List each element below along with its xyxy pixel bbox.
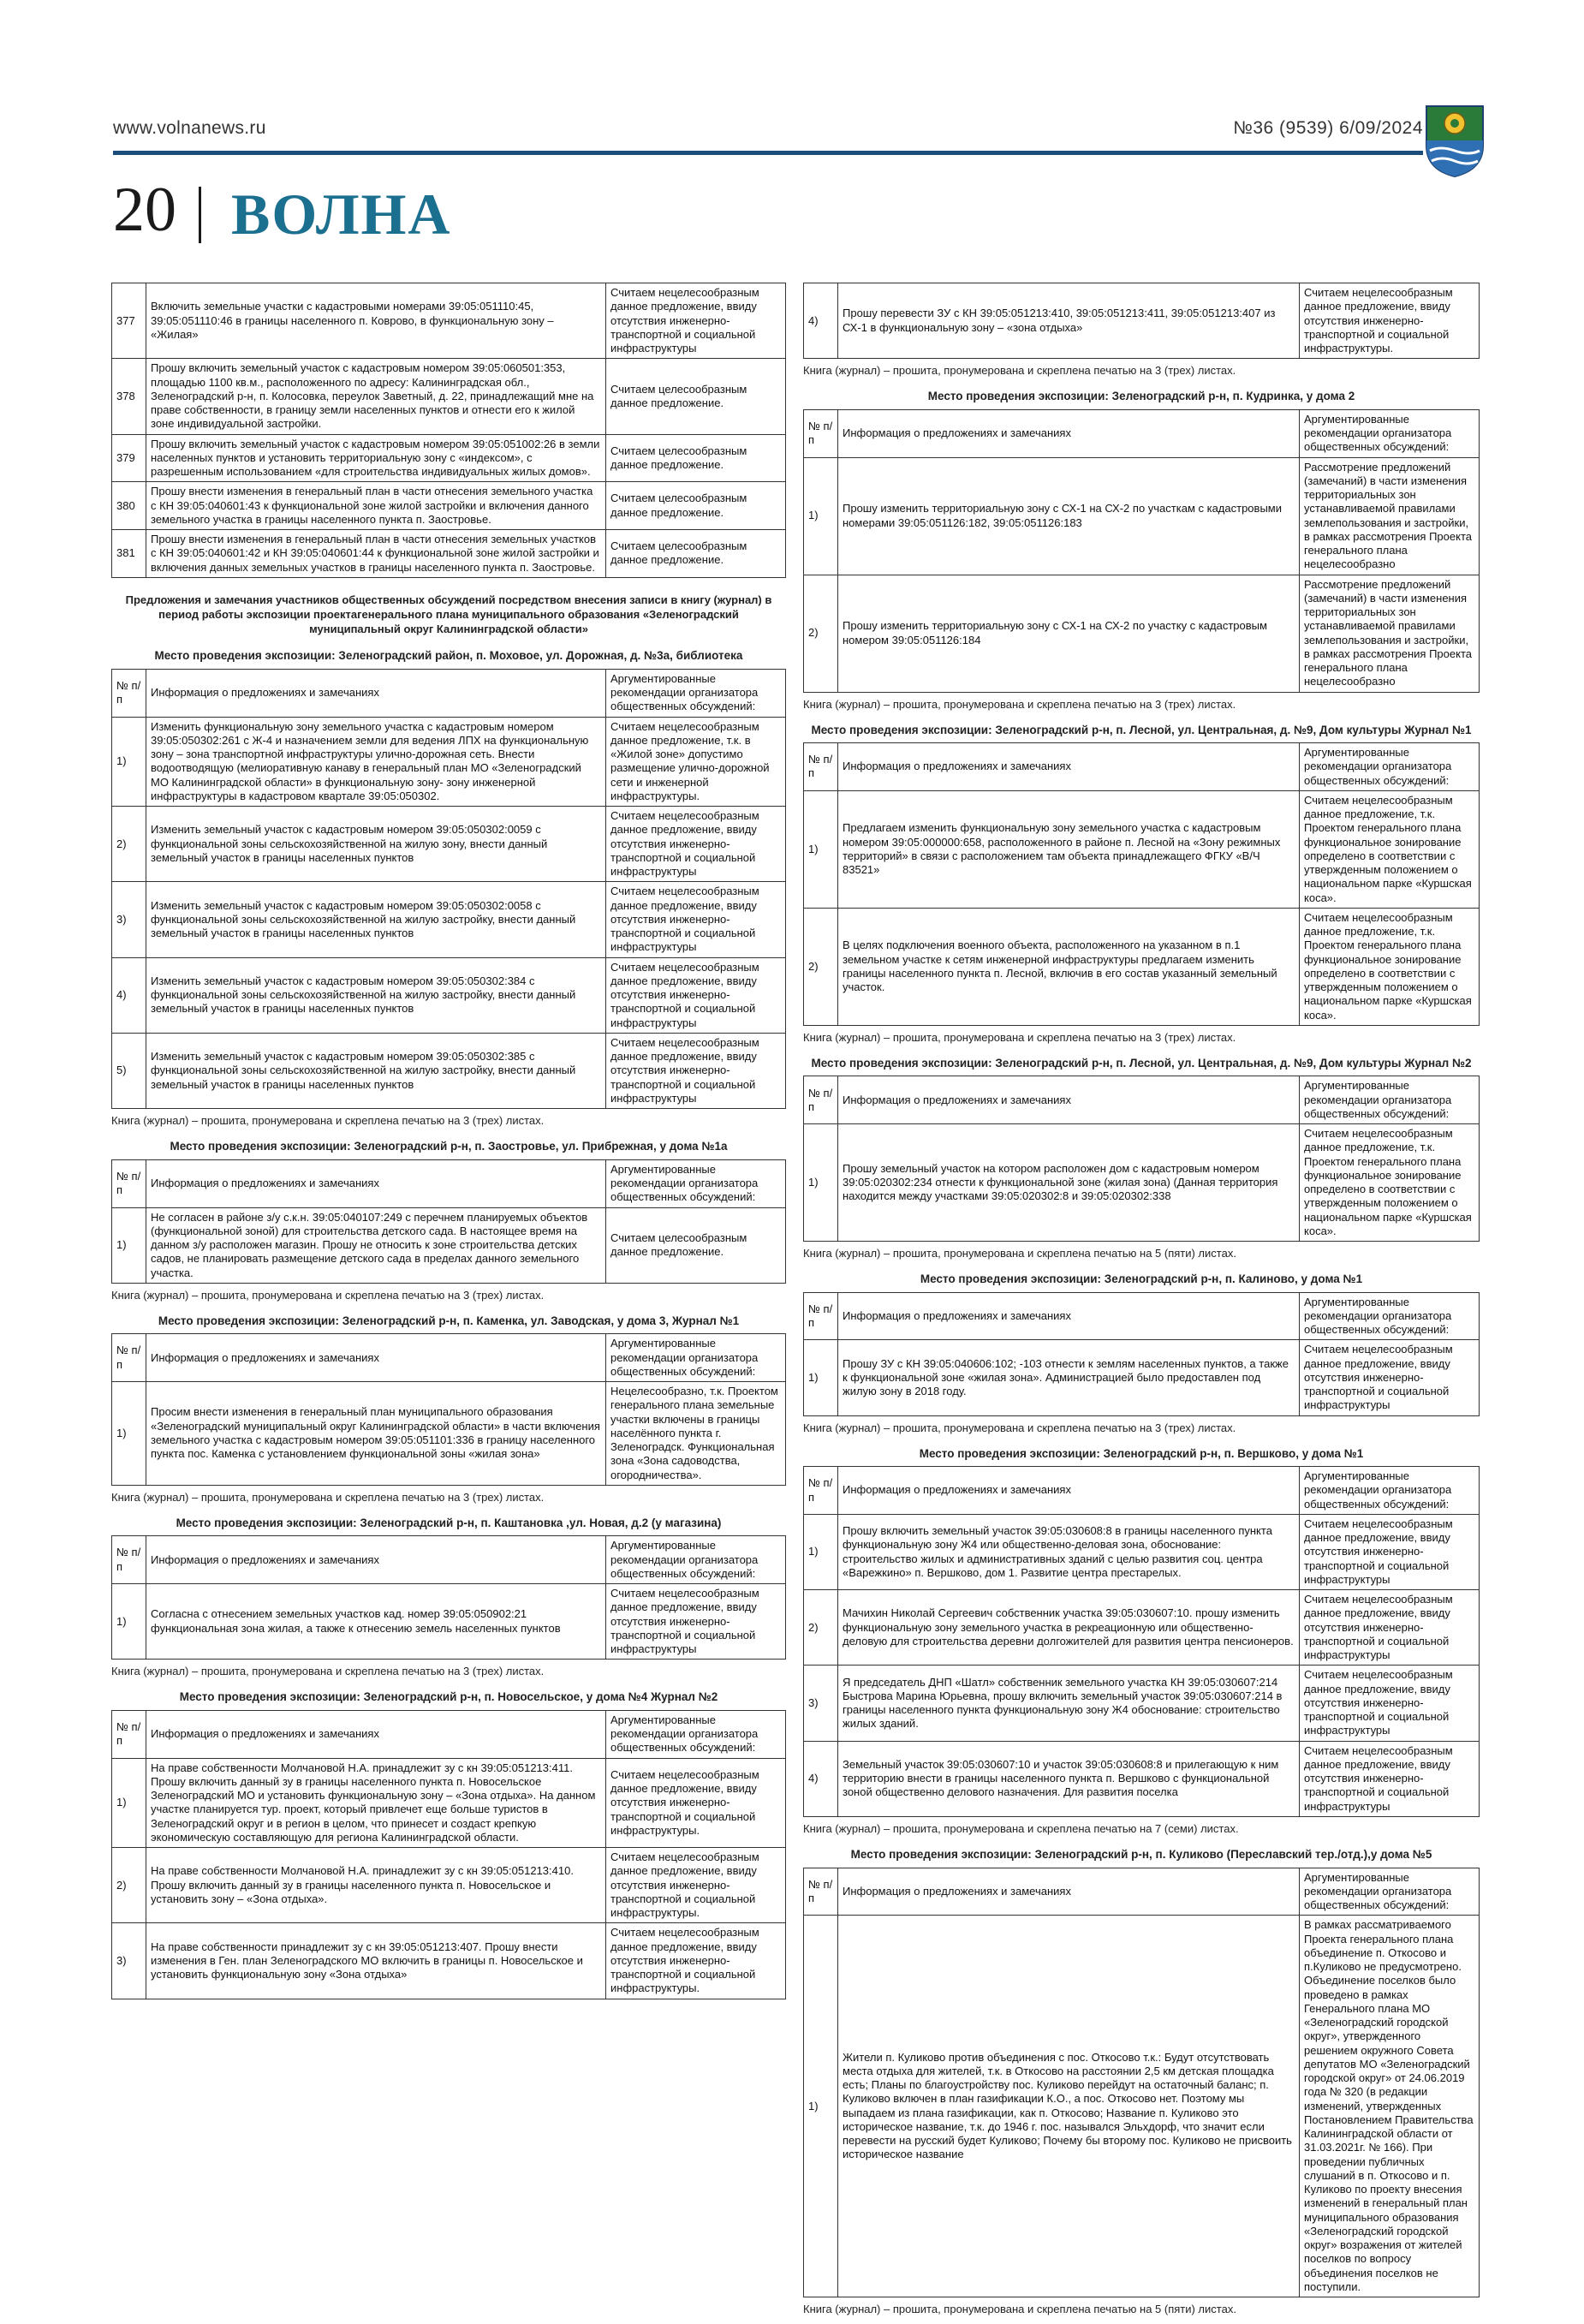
proposals-table <box>803 1466 1480 1817</box>
venue-title: Место проведения экспозиции: Зеленоградский р-н, п. Кудринка, у дома 2 <box>927 390 1355 403</box>
col-rec-header: Аргументированные рекомендации организатора общественных обсуждений: <box>606 1710 786 1758</box>
row-recommendation: Считаем нецелесообразным данное предложение, ввиду отсутствия инженерно-транспортной и социальной инфраструктуры. <box>1300 283 1480 359</box>
venue-title: Место проведения экспозиции: Зеленоградский р-н, п. Каштановка ,ул. Новая, д.2 (у магазина) <box>176 1516 722 1529</box>
table-row <box>804 908 1480 1025</box>
table-row <box>804 1340 1480 1415</box>
col-rec-header: Аргументированные рекомендации организатора общественных обсуждений: <box>606 1536 786 1584</box>
issue-info: №36 (9539) 6/09/2024 <box>1233 118 1423 138</box>
row-number: 1) <box>112 1382 146 1486</box>
col-number-header: № п/п <box>804 743 838 791</box>
row-number: 4) <box>112 957 146 1033</box>
table-row <box>112 1382 786 1486</box>
book-note: Книга (журнал) – прошита, пронумерована и скреплена печатью на 3 (трех) листах. <box>803 1030 1236 1044</box>
row-recommendation: Считаем целесообразным данное предложение. <box>606 434 786 482</box>
book-note: Книга (журнал) – прошита, пронумерована и скреплена печатью на 3 (трех) листах. <box>111 1490 545 1504</box>
site-url[interactable]: www.volnanews.ru <box>113 118 266 138</box>
book-note: Книга (журнал) – прошита, пронумерована и скреплена печатью на 3 (трех) листах. <box>803 1421 1236 1434</box>
book-note: Книга (журнал) – прошита, пронумерована и скреплена печатью на 3 (трех) листах. <box>111 1114 545 1128</box>
col-rec-header: Аргументированные рекомендации организатора общественных обсуждений: <box>606 1159 786 1207</box>
masthead-divider <box>199 187 201 243</box>
row-number: 1) <box>112 717 146 807</box>
table-row <box>112 882 786 957</box>
book-note: Книга (журнал) – прошита, пронумерована и скреплена печатью на 3 (трех) листах. <box>111 1288 545 1302</box>
row-number: 2) <box>804 908 838 1025</box>
row-recommendation: Считаем нецелесообразным данное предложение, ввиду отсутствия инженерно-транспортной и социальной инфраструктуры <box>1300 1666 1480 1741</box>
row-info: Прошу включить земельный участок с кадастровым номером 39:05:060501:353, площадью 1100 кв.м., расположенного по адресу: Калининградская обл., Зеленоградский р-н, п. Колосовка, переулок Заветный, д. 22, принадлежащий мне на праве собственности, в границу земли населенных пунктов и отнести его к жилой зоне индивидуальной застройки. <box>146 359 606 434</box>
top-bar <box>113 118 1423 140</box>
col-number-header: № п/п <box>112 1334 146 1382</box>
row-info: Согласна с отнесением земельных участков кад. номер 39:05:050902:21 функциональная зона жилая, а также к отнесению земель населенных пунктов <box>146 1584 606 1660</box>
row-recommendation: Нецелесообразно, т.к. Проектом генерального плана земельные участки включены в границы населённого пункта г. Зеленоградск. Функциональная зона «Зона садоводства, огородничества». <box>606 1382 786 1486</box>
row-recommendation: Считаем нецелесообразным данное предложение, ввиду отсутствия инженерно-транспортной и социальной инфраструктуры. <box>606 1848 786 1923</box>
row-info: Изменить земельный участок с кадастровым номером 39:05:050302:385 с функциональной зоны сельскохозяйственной на жилую застройку, внести данный земельный участок в границы населенных пунктов <box>146 1033 606 1108</box>
row-info: Изменить земельный участок с кадастровым номером 39:05:050302:0059 с функциональной зоны сельскохозяйственной на жилую зону, внести данный земельный участок в границы населенных пунктов <box>146 807 606 882</box>
row-number: 2) <box>804 1590 838 1666</box>
col-number-header: № п/п <box>112 669 146 717</box>
table-row <box>804 1916 1480 2297</box>
row-info: Я председатель ДНП «Шатл» собственник земельного участка КН 39:05:030607:214 Быстрова Марина Юрьевна, прошу включить земельный участок 39:05:030607:214 в границы населенного пункта функциональную зону Ж4 обоснование: строительство жилых зданий. <box>838 1666 1300 1741</box>
table-row <box>112 359 786 434</box>
col-info-header: Информация о предложениях и замечаниях <box>838 1868 1300 1916</box>
row-recommendation: Считаем нецелесообразным данное предложение, ввиду отсутствия инженерно-транспортной и социальной инфраструктуры <box>1300 1514 1480 1589</box>
book-note: Книга (журнал) – прошита, пронумерована и скреплена печатью на 7 (семи) листах. <box>803 1821 1239 1835</box>
venue-title: Место проведения экспозиции: Зеленоградский р-н, п. Каменка, ул. Заводская, у дома 3, Журнал №1 <box>158 1314 740 1327</box>
col-number-header: № п/п <box>804 1868 838 1916</box>
table-header <box>112 669 786 717</box>
table-row <box>112 1207 786 1283</box>
proposals-table <box>803 742 1480 1026</box>
col-info-header: Информация о предложениях и замечаниях <box>838 743 1300 791</box>
row-recommendation: Считаем нецелесообразным данное предложение, ввиду отсутствия инженерно-транспортной и социальной инфраструктуры <box>1300 1590 1480 1666</box>
coat-of-arms-icon <box>1423 103 1486 178</box>
row-info: Прошу включить земельный участок 39:05:030608:8 в границы населенного пункта функциональную зону Ж4 или общественно-деловая зона, обоснование: строительство жилых и административных зданий с целью развития соц. центра «Варежкино» п. Вершково, дом 1. Развитие центра престарелых. <box>838 1514 1300 1589</box>
col-rec-header: Аргументированные рекомендации организатора общественных обсуждений: <box>1300 1868 1480 1916</box>
book-note: Книга (журнал) – прошита, пронумерована и скреплена печатью на 5 (пяти) листах. <box>803 1247 1236 1260</box>
book-note: Книга (журнал) – прошита, пронумерована и скреплена печатью на 3 (трех) листах. <box>803 364 1236 378</box>
table-header <box>112 1334 786 1382</box>
col-rec-header: Аргументированные рекомендации организатора общественных обсуждений: <box>1300 1292 1480 1340</box>
col-rec-header: Аргументированные рекомендации организатора общественных обсуждений: <box>1300 743 1480 791</box>
left-column <box>111 283 786 1999</box>
row-recommendation: Считаем нецелесообразным данное предложение, ввиду отсутствия инженерно-транспортной и социальной инфраструктуры <box>606 1033 786 1108</box>
col-info-header: Информация о предложениях и замечаниях <box>838 409 1300 457</box>
row-recommendation: Считаем нецелесообразным данное предложение, ввиду отсутствия инженерно-транспортной и социальной инфраструктуры <box>606 807 786 882</box>
col-number-header: № п/п <box>804 1292 838 1340</box>
row-recommendation: Считаем нецелесообразным данное предложение, ввиду отсутствия инженерно-транспортной и социальной инфраструктуры <box>606 283 786 359</box>
right-column <box>803 283 1480 2324</box>
right-sections <box>803 389 1480 2315</box>
col-info-header: Информация о предложениях и замечаниях <box>146 1334 606 1382</box>
col-rec-header: Аргументированные рекомендации организатора общественных обсуждений: <box>606 1334 786 1382</box>
row-number: 1) <box>804 790 838 908</box>
table-row <box>112 434 786 482</box>
row-recommendation: Считаем нецелесообразным данное предложение, т.к. в «Жилой зоне» допустимо размещение улично-дорожной сети и инженерной инфраструктуры. <box>606 717 786 807</box>
row-info: Прошу земельный участок на котором расположен дом с кадастровым номером 39:05:020302:234 отнести к функциональной зоне (жилая зона) (Данная территория находится между участками 39:05:020302:8 и 39:05:020302:338 <box>838 1124 1300 1242</box>
row-number: 4) <box>804 1741 838 1816</box>
row-recommendation: Считаем нецелесообразным данное предложение, ввиду отсутствия инженерно-транспортной и социальной инфраструктуры <box>1300 1741 1480 1816</box>
table-header <box>112 1710 786 1758</box>
row-recommendation: Считаем нецелесообразным данное предложение, т.к. Проектом генерального плана функциональное зонирование определено в соответствии с утвержденным положением о национальном парке «Куршская коса». <box>1300 790 1480 908</box>
proposals-table-novoselskoe-continued <box>803 283 1480 359</box>
row-info: Изменить функциональную зону земельного участка с кадастровым номером 39:05:050302:261 с Ж-4 и назначением земли для ведения ЛПХ на функциональную зону – зона транспортной инфраструктуры улично-дорожная сеть. Внести водоотводящую (мелиоративную канаву в генеральный план МО «Зеленоградский МО Калининградской области» в функциональную зону- зону инженерной инфраструктуры в кадастровом квартале 39:05:050302. <box>146 717 606 807</box>
venue-title: Место проведения экспозиции: Зеленоградский р-н, п. Вершково, у дома №1 <box>919 1446 1364 1460</box>
venue-title: Место проведения экспозиции: Зеленоградский р-н, п. Заостровье, ул. Прибрежная, у дома №1а <box>170 1140 728 1153</box>
row-number: 1) <box>112 1758 146 1848</box>
table-row <box>804 1124 1480 1242</box>
row-number: 2) <box>804 575 838 692</box>
row-info: Предлагаем изменить функциональную зону земельного участка с кадастровым номером 39:05:000000:658, расположенного в районе п. Лесной на «Зону режимных территорий» в связи с расположением там объекта принадлежащего ФГКУ «В/Ч 83521» <box>838 790 1300 908</box>
row-recommendation: Рассмотрение предложений (замечаний) в части изменения территориальных зон устанавливаемой правилами землепользования и застройки, в рамках рассмотрения Проекта генерального плана нецелесообразно <box>1300 457 1480 575</box>
table-row <box>112 1923 786 1999</box>
row-number: 3) <box>112 882 146 957</box>
table-row <box>804 1741 1480 1816</box>
row-info: Прошу внести изменения в генеральный план в части отнесения земельного участка с КН 39:05:040601:43 к функциональной зоне жилой застройки и включения данного земельного участка в границы населенного пункта п. Заостровье. <box>146 482 606 530</box>
col-number-header: № п/п <box>112 1536 146 1584</box>
row-info: Земельный участок 39:05:030607:10 и участок 39:05:030608:8 и прилегающую к ним территорию внести в границы населенного пункта п. Вершково с функциональной зоной общественно делового назначения. Для развития поселка <box>838 1741 1300 1816</box>
table-row <box>112 1758 786 1848</box>
proposals-table <box>803 1292 1480 1416</box>
row-recommendation: Считаем нецелесообразным данное предложение, ввиду отсутствия инженерно-транспортной и социальной инфраструктуры <box>606 957 786 1033</box>
row-recommendation: Считаем нецелесообразным данное предложение, ввиду отсутствия инженерно-транспортной и социальной инфраструктуры <box>1300 1340 1480 1415</box>
row-info: Прошу изменить территориальную зону с СХ-1 на СХ-2 по участкам с кадастровыми номерами 39:05:051126:182, 39:05:051126:183 <box>838 457 1300 575</box>
row-number: 2) <box>112 807 146 882</box>
table-row <box>804 1514 1480 1589</box>
book-note: Книга (журнал) – прошита, пронумерована и скреплена печатью на 3 (трех) листах. <box>111 1665 545 1678</box>
row-info: Прошу изменить территориальную зону с СХ-1 на СХ-2 по участку с кадастровым номером 39:05:051126:184 <box>838 575 1300 692</box>
row-info: Прошу перевести ЗУ с КН 39:05:051213:410, 39:05:051213:411, 39:05:051213:407 из СХ-1 в функциональную зону – «зона отдыха» <box>838 283 1300 359</box>
row-number: 1) <box>804 457 838 575</box>
row-recommendation: Считаем целесообразным данное предложение. <box>606 530 786 578</box>
table-row <box>804 575 1480 692</box>
venue-title: Место проведения экспозиции: Зеленоградский район, п. Моховое, ул. Дорожная, д. №3а, библиотека <box>154 649 743 663</box>
venue-title: Место проведения экспозиции: Зеленоградский р-н, п. Новосельское, у дома №4 Журнал №2 <box>179 1690 718 1704</box>
row-recommendation: Считаем целесообразным данное предложение. <box>606 359 786 434</box>
col-number-header: № п/п <box>804 1076 838 1124</box>
col-rec-header: Аргументированные рекомендации организатора общественных обсуждений: <box>1300 1467 1480 1515</box>
row-number: 4) <box>804 283 838 359</box>
table-header <box>804 1467 1480 1515</box>
table-header <box>804 1292 1480 1340</box>
table-row <box>112 717 786 807</box>
col-info-header: Информация о предложениях и замечаниях <box>838 1467 1300 1515</box>
table-row <box>804 457 1480 575</box>
table-row <box>112 957 786 1033</box>
table-row <box>112 283 786 359</box>
proposals-table <box>111 1333 786 1486</box>
row-info: Не согласен в районе з/у с.к.н. 39:05:040107:249 с перечнем планируемых объектов (функциональной зоной) для строительства детского сада. В настоящее время на данном з/у расположен магазин. Прошу не относить к зоне строительства детских садов, не планировать размещение детского сада в пределах данного земельного участка. <box>146 1207 606 1283</box>
row-info: Изменить земельный участок с кадастровым номером 39:05:050302:384 с функциональной зоны сельскохозяйственной на жилую застройку, внести данный земельный участок в границы населенных пунктов <box>146 957 606 1033</box>
col-info-header: Информация о предложениях и замечаниях <box>146 669 606 717</box>
table-row <box>112 482 786 530</box>
row-info: Изменить земельный участок с кадастровым номером 39:05:050302:0058 с функциональной зоны сельскохозяйственной на жилую застройку, внести данный земельный участок в границы населенных пунктов <box>146 882 606 957</box>
row-number: 380 <box>112 482 146 530</box>
proposals-table <box>111 1159 786 1284</box>
proposals-table <box>111 669 786 1109</box>
table-row <box>112 1848 786 1923</box>
row-number: 381 <box>112 530 146 578</box>
row-number: 1) <box>804 1340 838 1415</box>
left-sections <box>111 648 786 1999</box>
venue-title: Место проведения экспозиции: Зеленоградский р-н, п. Куликово (Переславский тер./отд.),у дома №5 <box>850 1847 1432 1861</box>
table-header <box>804 1868 1480 1916</box>
table-row <box>112 807 786 882</box>
row-number: 1) <box>804 1514 838 1589</box>
table-row <box>112 1033 786 1108</box>
row-recommendation: Считаем целесообразным данное предложение. <box>606 1207 786 1283</box>
book-note: Книга (журнал) – прошита, пронумерована и скреплена печатью на 3 (трех) листах. <box>803 697 1236 711</box>
row-info: Прошу внести изменения в генеральный план в части отнесения земельных участков с КН 39:05:040601:42 и КН 39:05:040601:44 к функциональной зоне жилой застройки и включения данных земельных участков в границы населенного пункта п. Заостровье. <box>146 530 606 578</box>
col-number-header: № п/п <box>112 1710 146 1758</box>
header-rule <box>113 151 1423 155</box>
page-number: 20 <box>113 175 176 245</box>
row-recommendation: Считаем нецелесообразным данное предложение, т.к. Проектом генерального плана функциональное зонирование определено в соответствии с утвержденным положением о национальном парке «Куршская коса». <box>1300 908 1480 1025</box>
row-number: 5) <box>112 1033 146 1108</box>
proposals-table <box>803 409 1480 693</box>
proposals-table <box>111 1535 786 1660</box>
col-rec-header: Аргументированные рекомендации организатора общественных обсуждений: <box>1300 1076 1480 1124</box>
row-recommendation: Считаем нецелесообразным данное предложение, ввиду отсутствия инженерно-транспортной и социальной инфраструктуры. <box>606 1923 786 1999</box>
masthead <box>113 175 541 250</box>
row-recommendation: В рамках рассматриваемого Проекта генерального плана объединение п. Откосово и п.Куликово не предусмотрено. Объединение поселков было проведено в рамках Генерального плана МО «Зеленоградский городской округ», утвержденного решением окружного Совета депутатов МО «Зеленоградский городской округ» от 24.06.2019 года № 320 (в редакции изменений, утвержденных Постановлением Правительства Калининградской области от 31.03.2021г. № 166). При проведении публичных слушаний в п. Откосово и п. Куликово по проекту внесения изменений в генеральный план муниципального образования «Зеленоградский городской округ» возражения от жителей поселков по вопросу объединения поселков не поступили. <box>1300 1916 1480 2297</box>
row-number: 1) <box>112 1584 146 1660</box>
table-header <box>804 409 1480 457</box>
col-info-header: Информация о предложениях и замечаниях <box>146 1536 606 1584</box>
col-info-header: Информация о предложениях и замечаниях <box>146 1159 606 1207</box>
row-number: 3) <box>112 1923 146 1999</box>
table-header <box>112 1159 786 1207</box>
col-number-header: № п/п <box>804 1467 838 1515</box>
table-row <box>112 1584 786 1660</box>
row-info: Включить земельные участки с кадастровыми номерами 39:05:051110:45, 39:05:051110:46 в границы населенного п. Коврово, в функциональную зону – «Жилая» <box>146 283 606 359</box>
row-number: 378 <box>112 359 146 434</box>
row-recommendation: Считаем нецелесообразным данное предложение, ввиду отсутствия инженерно-транспортной и социальной инфраструктуры <box>606 1584 786 1660</box>
venue-title: Место проведения экспозиции: Зеленоградский р-н, п. Лесной, ул. Центральная, д. №9, Дом культуры Журнал №2 <box>811 1056 1472 1070</box>
row-number: 2) <box>112 1848 146 1923</box>
proposals-table-continued <box>111 283 786 578</box>
venue-title: Место проведения экспозиции: Зеленоградский р-н, п. Калиново, у дома №1 <box>920 1272 1363 1286</box>
row-info: В целях подключения военного объекта, расположенного на указанном в п.1 земельном участке к сетям инженерной инфраструктуры предлагаем изменить границы населенного пункта п. Лесной, включив в его состав указанный земельный участок. <box>838 908 1300 1025</box>
row-number: 1) <box>804 1124 838 1242</box>
row-recommendation: Рассмотрение предложений (замечаний) в части изменения территориальных зон устанавливаемой правилами землепользования и застройки, в рамках рассмотрения Проекта генерального плана нецелесообразно <box>1300 575 1480 692</box>
row-info: Мачихин Николай Сергеевич собственник участка 39:05:030607:10. прошу изменить функциональную зону земельного участка в рекреационную или общественно-деловую для строительства деревни долгожителей для развития центра пенсионеров. <box>838 1590 1300 1666</box>
row-recommendation: Считаем нецелесообразным данное предложение, ввиду отсутствия инженерно-транспортной и социальной инфраструктуры. <box>606 1758 786 1848</box>
row-number: 377 <box>112 283 146 359</box>
col-rec-header: Аргументированные рекомендации организатора общественных обсуждений: <box>606 669 786 717</box>
proposals-table <box>803 1076 1480 1242</box>
col-number-header: № п/п <box>112 1159 146 1207</box>
row-info: Прошу ЗУ с КН 39:05:040606:102; -103 отнести к землям населенных пунктов, а также к функциональной зоне «жилая зона». Администрацией было предоставлен под жилую зону в 2018 году. <box>838 1340 1300 1415</box>
row-number: 1) <box>804 1916 838 2297</box>
col-rec-header: Аргументированные рекомендации организатора общественных обсуждений: <box>1300 409 1480 457</box>
row-info: Прошу включить земельный участок с кадастровым номером 39:05:051002:26 в земли населенных пунктов и установить территориальную зону с «индексом», с разрешенным использованием «для строительства индивидуальных жилых домов». <box>146 434 606 482</box>
proposals-table <box>111 1710 786 1999</box>
col-info-header: Информация о предложениях и замечаниях <box>838 1292 1300 1340</box>
row-number: 1) <box>112 1207 146 1283</box>
row-recommendation: Считаем нецелесообразным данное предложение, ввиду отсутствия инженерно-транспортной и социальной инфраструктуры <box>606 882 786 957</box>
row-info: На праве собственности Молчановой Н.А. принадлежит зу с кн 39:05:051213:410. Прошу включить данный зу в границы населенного пункта п. Новосельское и установить зону – «Зона отдыха». <box>146 1848 606 1923</box>
table-header <box>804 743 1480 791</box>
table-row <box>804 1590 1480 1666</box>
row-recommendation: Считаем нецелесообразным данное предложение, т.к. Проектом генерального плана функциональное зонирование определено в соответствии с утвержденным положением о национальном парке «Куршская коса». <box>1300 1124 1480 1242</box>
venue-title: Место проведения экспозиции: Зеленоградский р-н, п. Лесной, ул. Центральная, д. №9, Дом культуры Журнал №1 <box>811 723 1472 736</box>
row-info: Жители п. Куликово против объединения с пос. Откосово т.к.: Будут отсутствовать места отдыха для жителей, т.к. в Откосово на расстоянии 2,5 км детская площадка есть; Планы по благоустройству пос. Куликово перейдут на остаточный баланс; п. Куликово включен в план газификации К.О., а пос. Откосово нет. Поэтому мы выпадаем из плана газификации, как п. Откосово; Название п. Куликово это историческое название, т.к. до 1946 г. пос. назывался Эльхдорф, что значит если перевести на русский будет Куликово; Почему бы второму пос. Куликово не присвоить историческое название <box>838 1916 1300 2297</box>
col-info-header: Информация о предложениях и замечаниях <box>146 1710 606 1758</box>
col-info-header: Информация о предложениях и замечаниях <box>838 1076 1300 1124</box>
proposals-table <box>803 1868 1480 2298</box>
table-header <box>804 1076 1480 1124</box>
table-row <box>112 530 786 578</box>
book-note: Книга (журнал) – прошита, пронумерована и скреплена печатью на 5 (пяти) листах. <box>803 2303 1236 2316</box>
row-info: На праве собственности Молчановой Н.А. принадлежит зу с кн 39:05:051213:411. Прошу включить данный зу в границы населенного пункта п. Новосельское Зеленоградский МО и установить функциональную зону – «Зона отдыха». На данном участке планируется тур. проект, который привлечет еще больше туристов в Зеленоградский округ и в регион в целом, что принесет и создаст крепкую экономическую составляющую для региона Калининградской области. <box>146 1758 606 1848</box>
newspaper-logo[interactable]: ВОЛНА <box>231 182 452 247</box>
table-row <box>804 1666 1480 1741</box>
col-number-header: № п/п <box>804 409 838 457</box>
row-number: 3) <box>804 1666 838 1741</box>
row-info: Просим внести изменения в генеральный план муниципального образования «Зеленоградский муниципальный округ Калининградской области» в части включения земельного участка с кадастровым номером 39:05:051101:336 в границу населенного пункта пос. Каменка с установлением функциональной зоны «жилая зона» <box>146 1382 606 1486</box>
row-recommendation: Считаем целесообразным данное предложение. <box>606 482 786 530</box>
row-info: На праве собственности принадлежит зу с кн 39:05:051213:407. Прошу внести изменения в Ген. план Зеленоградского МО включить в границы п. Новосельское и установить функциональную зону «Зона отдыха» <box>146 1923 606 1999</box>
table-row <box>804 283 1480 359</box>
table-header <box>112 1536 786 1584</box>
section-intro: Предложения и замечания участников общественных обсуждений посредством внесения записи в книгу (журнал) в период работы экспозиции проектагенерального плана муниципального образования «Зеленоградский муниципальный округ Калининградской области» <box>125 593 772 635</box>
row-number: 379 <box>112 434 146 482</box>
table-row <box>804 790 1480 908</box>
